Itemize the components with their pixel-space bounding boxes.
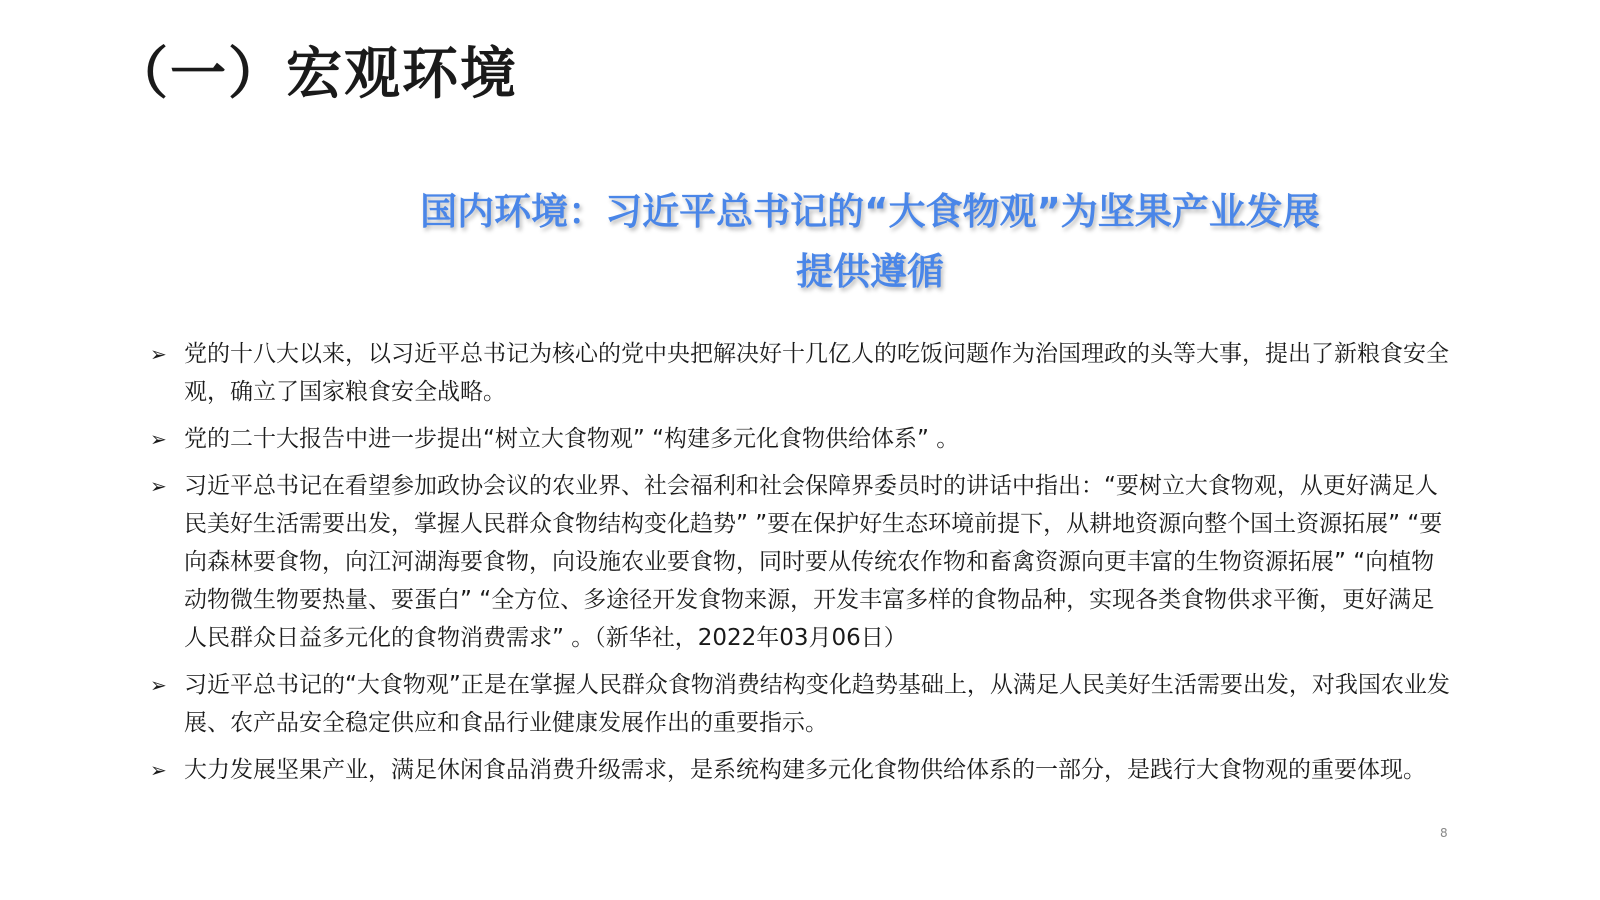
list-item bbox=[150, 666, 1450, 742]
page-title: （一）宏观环境 bbox=[112, 42, 518, 107]
subtitle-line-1: 国内环境：习近平总书记的“大食物观”为坚果产业发展 bbox=[420, 190, 1320, 233]
bullet-text: 党的十八大以来，以习近平总书记为核心的党中央把解决好十几亿人的吃饭问题作为治国理政的头等大事，提出了新粮食安全观，确立了国家粮食安全战略。 bbox=[184, 341, 1449, 405]
arrow-bullet-icon: ➢ bbox=[150, 758, 167, 782]
bullet-text: 习近平总书记的“大食物观”正是在掌握人民群众食物消费结构变化趋势基础上，从满足人民美好生活需要出发，对我国农业发展、农产品安全稳定供应和食品行业健康发展作出的重要指示。 bbox=[184, 672, 1450, 736]
slide-subtitle bbox=[300, 182, 1440, 302]
arrow-bullet-icon: ➢ bbox=[150, 427, 167, 451]
bullet-text: 党的二十大报告中进一步提出“树立大食物观” “构建多元化食物供给体系” 。 bbox=[184, 426, 960, 452]
subtitle-line-2: 提供遵循 bbox=[796, 250, 944, 293]
arrow-bullet-icon: ➢ bbox=[150, 342, 167, 366]
page-number: 8 bbox=[1440, 826, 1448, 840]
bullet-list bbox=[150, 335, 1450, 798]
list-item bbox=[150, 467, 1450, 657]
arrow-bullet-icon: ➢ bbox=[150, 673, 167, 697]
list-item bbox=[150, 335, 1450, 411]
bullet-text: 习近平总书记在看望参加政协会议的农业界、社会福利和社会保障界委员时的讲话中指出：“要树立大食物观，从更好满足人民美好生活需要出发，掌握人民群众食物结构变化趋势” ”要在保护好生态环境前提下，从耕地资源向整个国土资源拓展” “要向森林要食物，向江河湖海要食物，向设施农业要食物，同时要从传统农作物和畜禽资源向更丰富的生物资源拓展” “向植物动物微生物要热量、要蛋白” “全方位、多途径开发食物来源，开发丰富多样的食物品种，实现各类食物供求平衡，更好满足人民群众日益多元化的食物消费需求” 。（新华社，2022年03月06日） bbox=[184, 473, 1443, 651]
bullet-text: 大力发展坚果产业，满足休闲食品消费升级需求，是系统构建多元化食物供给体系的一部分，是践行大食物观的重要体现。 bbox=[184, 757, 1426, 783]
arrow-bullet-icon: ➢ bbox=[150, 474, 167, 498]
list-item bbox=[150, 420, 1450, 458]
list-item bbox=[150, 751, 1450, 789]
